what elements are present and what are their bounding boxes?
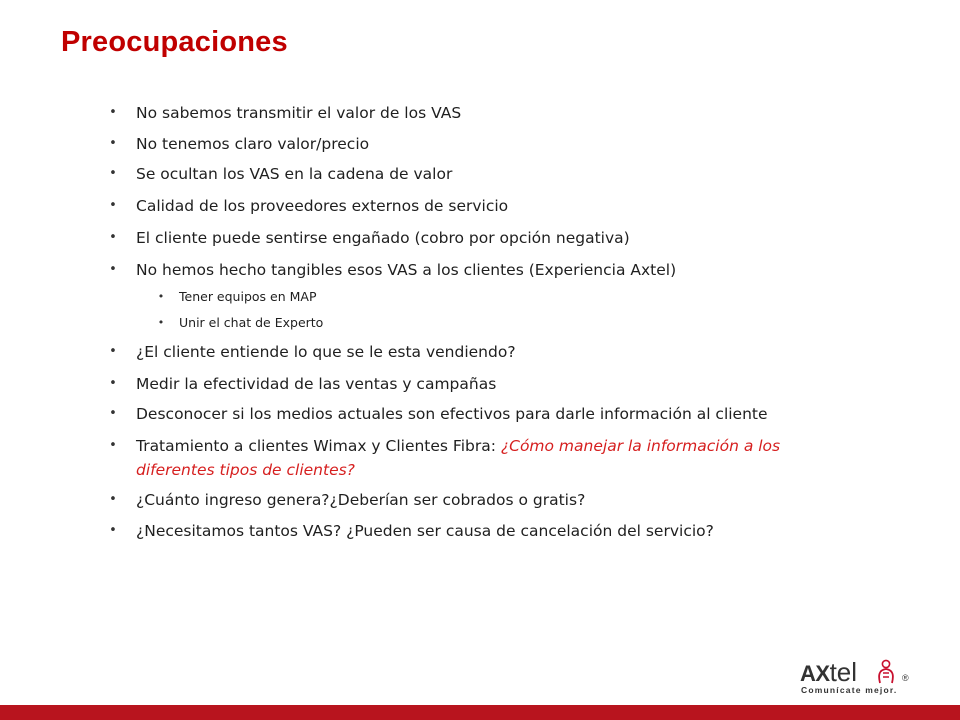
- bullet-text: ¿El cliente entiende lo que se le esta vendiendo?: [136, 343, 516, 361]
- bullet-dot-icon: •: [157, 316, 165, 329]
- bullet-item: [109, 340, 856, 364]
- bullet-dot-icon: •: [109, 262, 117, 277]
- bullet-text: Unir el chat de Experto: [179, 315, 324, 330]
- bullet-item: [109, 488, 856, 512]
- bullet-text: Calidad de los proveedores externos de servicio: [136, 197, 509, 215]
- axtel-person-icon: [875, 659, 897, 685]
- bullet-text: No hemos hecho tangibles esos VAS a los clientes (Experiencia Axtel): [136, 261, 677, 279]
- bullet-item: [109, 434, 856, 482]
- bullet-item: [109, 372, 856, 396]
- bullet-text: Desconocer si los medios actuales son efectivos para darle información al cliente: [136, 405, 768, 423]
- bullet-dot-icon: •: [109, 406, 117, 421]
- bullet-text: ¿Cuánto ingreso genera?¿Deberían ser cobrados o gratis?: [136, 491, 586, 509]
- axtel-logo: [800, 657, 920, 701]
- bullet-dot-icon: •: [109, 198, 117, 213]
- bullet-item: [109, 194, 856, 218]
- bullet-dot-icon: •: [109, 105, 117, 120]
- bullet-dot-icon: •: [157, 290, 165, 303]
- logo-wordmark: AXtel: [800, 657, 858, 687]
- bullet-text: No sabemos transmitir el valor de los VAS: [136, 104, 462, 122]
- sub-bullet-item: [157, 314, 899, 332]
- bullet-item: [109, 132, 856, 156]
- bullet-item: [109, 162, 856, 186]
- bullet-dot-icon: •: [109, 136, 117, 151]
- bullet-item: [109, 402, 856, 426]
- bullet-text: Se ocultan los VAS en la cadena de valor: [136, 165, 453, 183]
- bullet-text: No tenemos claro valor/precio: [136, 135, 370, 153]
- logo-tagline: Comunícate mejor.: [801, 685, 898, 695]
- bullet-dot-icon: •: [109, 438, 117, 453]
- bullet-item: [109, 519, 856, 543]
- bullet-dot-icon: •: [109, 344, 117, 359]
- slide-title: Preocupaciones: [61, 26, 288, 58]
- bullet-dot-icon: •: [109, 166, 117, 181]
- bullet-dot-icon: •: [109, 492, 117, 507]
- bullet-item: [109, 226, 856, 250]
- bullet-item: [109, 101, 856, 125]
- bullet-dot-icon: •: [109, 376, 117, 391]
- sub-bullet-item: [157, 288, 899, 306]
- footer-bar: [0, 705, 960, 720]
- bullet-text: Medir la efectividad de las ventas y campañas: [136, 375, 497, 393]
- bullet-item: [109, 258, 856, 282]
- bullet-dot-icon: •: [109, 523, 117, 538]
- bullet-text: Tratamiento a clientes Wimax y Clientes Fibra:: [136, 437, 501, 455]
- bullet-text: ¿Necesitamos tantos VAS? ¿Pueden ser causa de cancelación del servicio?: [136, 522, 714, 540]
- bullet-text: Tener equipos en MAP: [179, 289, 317, 304]
- bullet-text: El cliente puede sentirse engañado (cobro por opción negativa): [136, 229, 630, 247]
- bullet-dot-icon: •: [109, 230, 117, 245]
- registered-mark: ®: [902, 673, 909, 683]
- bullet-highlight: ¿Cómo manejar la información a los diferentes tipos de clientes?: [136, 437, 781, 479]
